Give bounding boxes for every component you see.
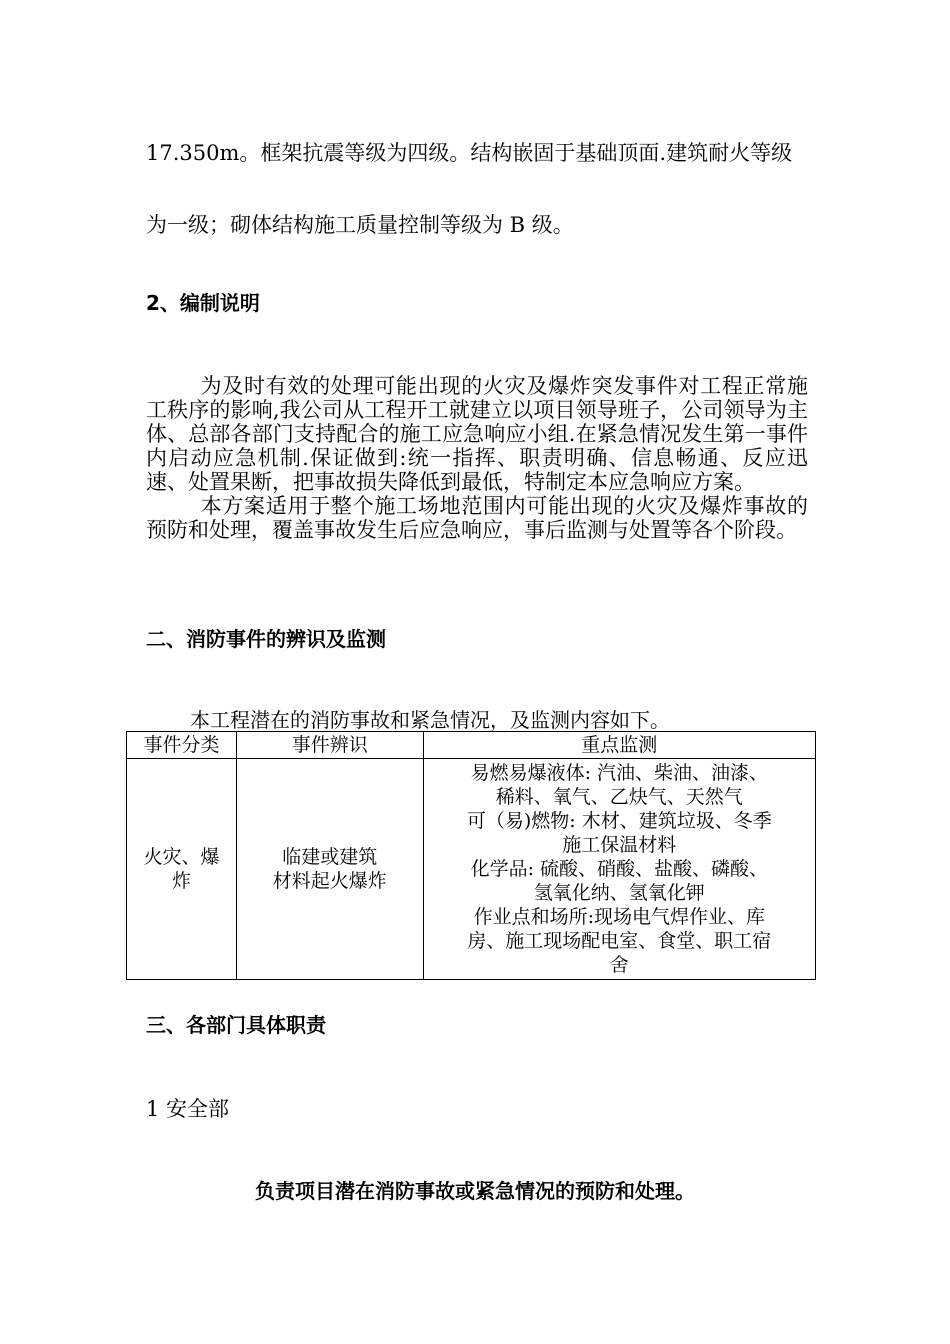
table-header-row	[127, 732, 816, 759]
monitoring-line: 房、施工现场配电室、食堂、职工宿	[467, 930, 772, 952]
monitoring-line: 易燃易爆液体: 汽油、柴油、油漆、	[470, 762, 769, 784]
cell-category: 火灾、爆炸	[127, 759, 237, 980]
monitoring-line: 氢氧化纳、氢氧化钾	[533, 882, 705, 904]
section-2-heading: 2、编制说明	[146, 291, 260, 315]
monitoring-line: 舍	[609, 954, 629, 976]
section-2-body	[146, 374, 808, 542]
monitoring-line: 化学品: 硫酸、硝酸、盐酸、磷酸、	[470, 858, 769, 880]
monitoring-line: 可（易)燃物: 木材、建筑垃圾、冬季	[466, 810, 772, 832]
event-table	[126, 731, 816, 980]
department-duty-statement: 负责项目潜在消防事故或紧急情况的预防和处理。	[255, 1179, 695, 1203]
identification-line: 临建或建筑	[282, 846, 378, 868]
section-three-heading: 三、各部门具体职责	[146, 1013, 326, 1037]
intro-line-2: 为一级；砌体结构施工质量控制等级为 B 级。	[146, 213, 574, 237]
header-monitoring: 重点监测	[423, 732, 815, 759]
cell-identification	[236, 759, 423, 980]
cell-monitoring	[423, 759, 815, 980]
monitoring-line: 作业点和场所:现场电气焊作业、库	[473, 906, 765, 928]
header-category: 事件分类	[127, 732, 237, 759]
section-2-paragraph-2: 本方案适用于整个施工场地范围内可能出现的火灾及爆炸事故的预防和处理，覆盖事故发生后应急响应，事后监测与处置等各个阶段。	[146, 494, 808, 542]
intro-line-1: 17.350m。框架抗震等级为四级。结构嵌固于基础顶面.建筑耐火等级	[146, 141, 793, 165]
monitoring-line: 施工保温材料	[562, 834, 677, 856]
department-subheading: 1 安全部	[146, 1097, 230, 1121]
monitoring-line: 稀料、氧气、乙炔气、天然气	[495, 786, 743, 808]
header-identification: 事件辨识	[236, 732, 423, 759]
identification-line: 材料起火爆炸	[272, 870, 387, 892]
table-row	[127, 759, 816, 980]
table-caption: 本工程潜在的消防事故和紧急情况，及监测内容如下。	[190, 708, 670, 732]
section-two-heading: 二、消防事件的辨识及监测	[146, 627, 386, 651]
section-2-paragraph-1: 为及时有效的处理可能出现的火灾及爆炸突发事件对工程正常施工秩序的影响,我公司从工程开工就建立以项目领导班子，公司领导为主体、总部各部门支持配合的施工应急响应小组.在紧急情况发生第一事件内启动应急机制.保证做到:统一指挥、职责明确、信息畅通、反应迅速、处置果断，把事故损失降低到最低，特制定本应急响应方案。	[146, 374, 808, 494]
